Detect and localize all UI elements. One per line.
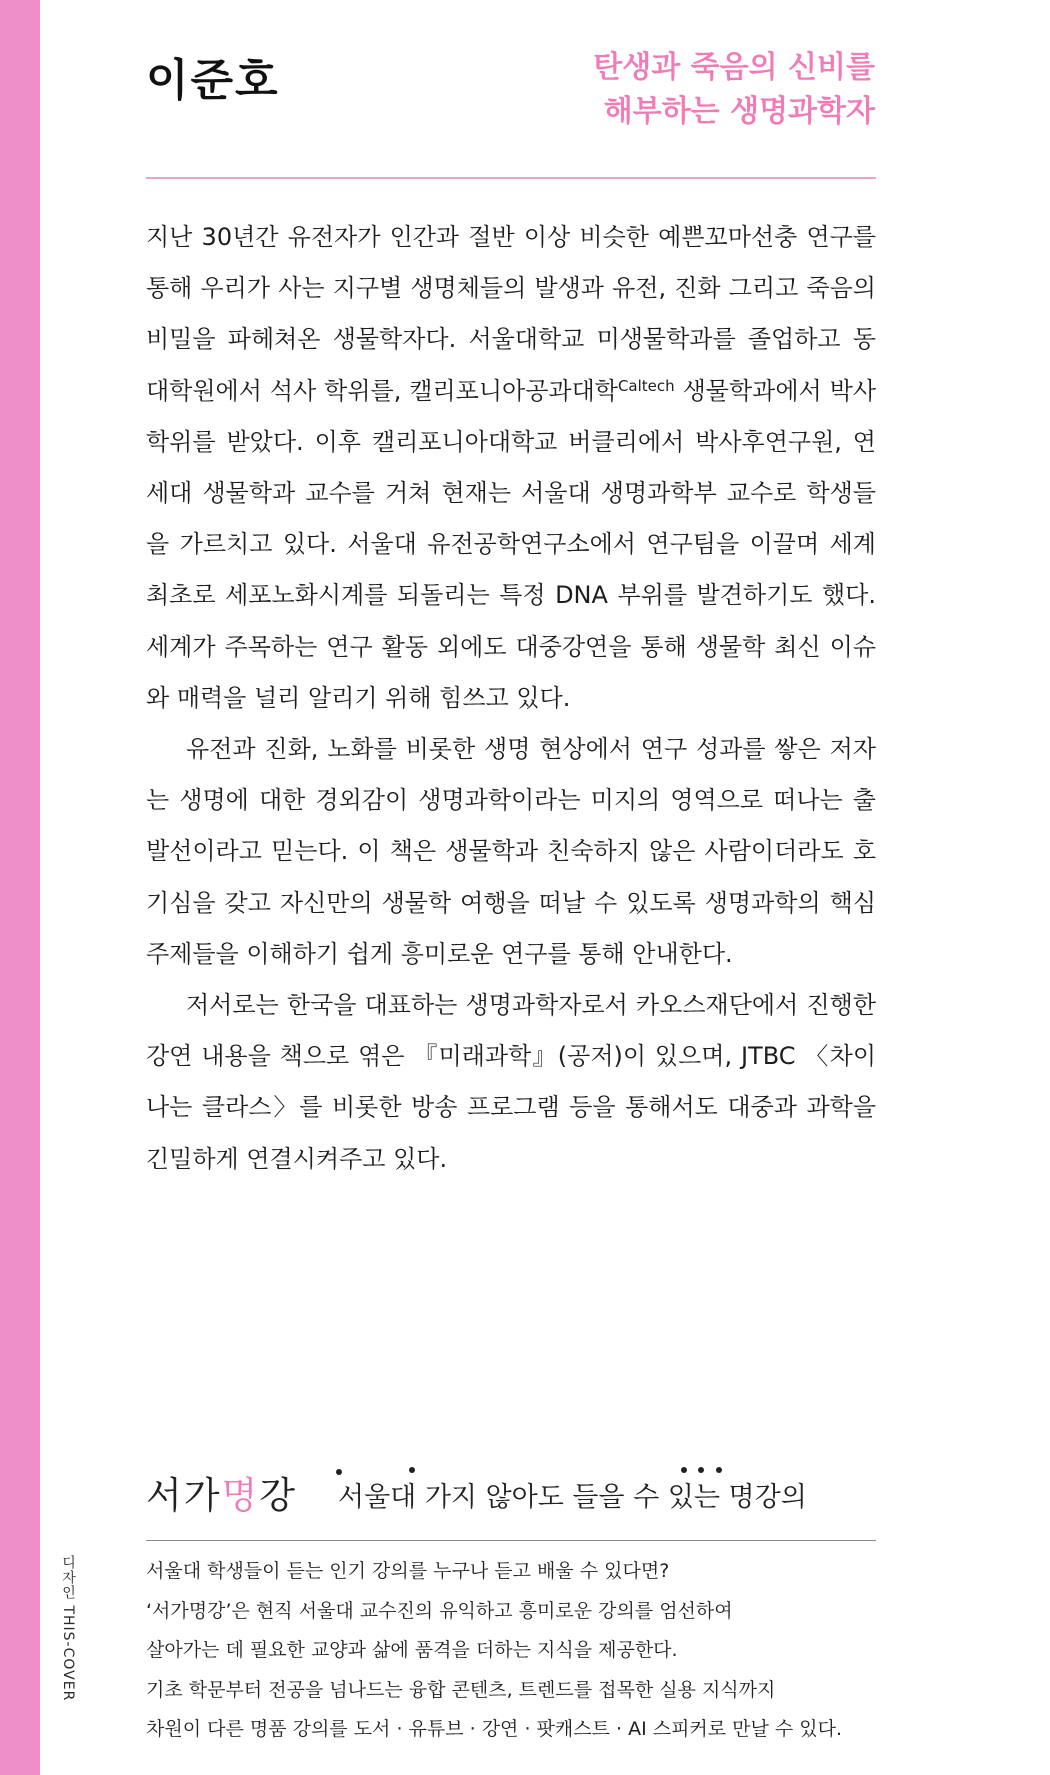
series-line: 서울대 학생들이 듣는 인기 강의를 누구나 듣고 배울 수 있다면? <box>146 1560 670 1582</box>
pink-spine-strip <box>0 0 40 1775</box>
bio-text: 생물학과에서 박사 학위를 받았다. 이후 캘리포니아대학교 버클리에서 박사후연구원, 연세대 생물학과 교수를 거쳐 현재는 서울대 생명과학부 교수로 학생들을 가르치고 있다. 서울대 유전공학연구소에서 연구팀을 이끌며 세계 최초로 세포노화시계를 되돌리는 특정 DNA 부위를 발견하기도 했다. 세계가 주목하는 연구 활동 외에도 대중강연을 통해 생물학 최신 이슈와 매력을 널리 알리기 위해 힘쓰고 있다. <box>146 376 877 712</box>
series-line: 차원이 다른 명품 강의를 도서 · 유튜브 · 강연 · 팟캐스트 · AI 스피커로 만날 수 있다. <box>146 1718 843 1740</box>
design-credit: 디자인 THIS-COVER <box>60 1555 76 1702</box>
series-description <box>146 1552 906 1750</box>
series-line: 기초 학문부터 전공을 넘나드는 융합 콘텐츠, 트렌드를 접목한 실용 지식까지 <box>146 1678 776 1701</box>
series-line: 살아가는 데 필요한 교양과 삶에 품격을 더하는 지식을 제공한다. <box>146 1639 678 1661</box>
series-header <box>146 1465 876 1525</box>
logo-accent: 명 <box>221 1474 260 1517</box>
emphasis-dot <box>409 1467 415 1473</box>
author-tagline <box>593 46 875 134</box>
caltech-annotation: Caltech <box>617 376 675 395</box>
author-biography <box>146 212 876 1185</box>
series-line: ‘서가명강’은 현직 서울대 교수진의 유익하고 흥미로운 강의를 엄선하여 <box>146 1599 733 1622</box>
emphasis-dot <box>716 1467 722 1473</box>
bio-paragraph-2: 유전과 진화, 노화를 비롯한 생명 현상에서 연구 성과를 쌓은 저자는 생명에 대한 경외감이 생명과학이라는 미지의 영역으로 떠나는 출발선이라고 믿는다. 이 책은 생물학과 친숙하지 않은 사람이더라도 호기심을 갖고 자신만의 생물학 여행을 떠날 수 있도록 생명과학의 핵심 주제들을 이해하기 쉽게 흥미로운 연구를 통해 안내한다. <box>146 735 876 968</box>
gray-divider <box>146 1540 876 1541</box>
emphasis-dot <box>698 1467 704 1473</box>
bio-paragraph-1 <box>146 212 876 724</box>
series-slogan: 서울대 가지 않아도 들을 수 있는 명강의 <box>338 1482 807 1513</box>
bio-text: 지난 30년간 유전자가 인간과 절반 이상 비슷한 예쁜꼬마선충 연구를 통해 우리가 사는 지구별 생명체들의 발생과 유전, 진화 그리고 죽음의 비밀을 파헤쳐온 생물학자다. 서울대학교 미생물학과를 졸업하고 동 대학원에서 석사 학위를, 캘리포니아공과대학 <box>146 223 876 405</box>
series-logo: 서가명강 <box>146 1474 297 1517</box>
bio-paragraph-3: 저서로는 한국을 대표하는 생명과학자로서 카오스재단에서 진행한 강연 내용을 책으로 엮은 『미래과학』(공저)이 있으며, JTBC 〈차이나는 클라스〉를 비롯한 방송 프로그램 등을 통해서도 대중과 과학을 긴밀하게 연결시켜주고 있다. <box>146 991 876 1173</box>
tagline-line-1: 탄생과 죽음의 신비를 <box>593 50 875 85</box>
tagline-line-2: 해부하는 생명과학자 <box>603 94 875 129</box>
pink-divider <box>146 177 876 179</box>
author-name: 이준호 <box>146 55 280 106</box>
emphasis-dot <box>681 1467 687 1473</box>
